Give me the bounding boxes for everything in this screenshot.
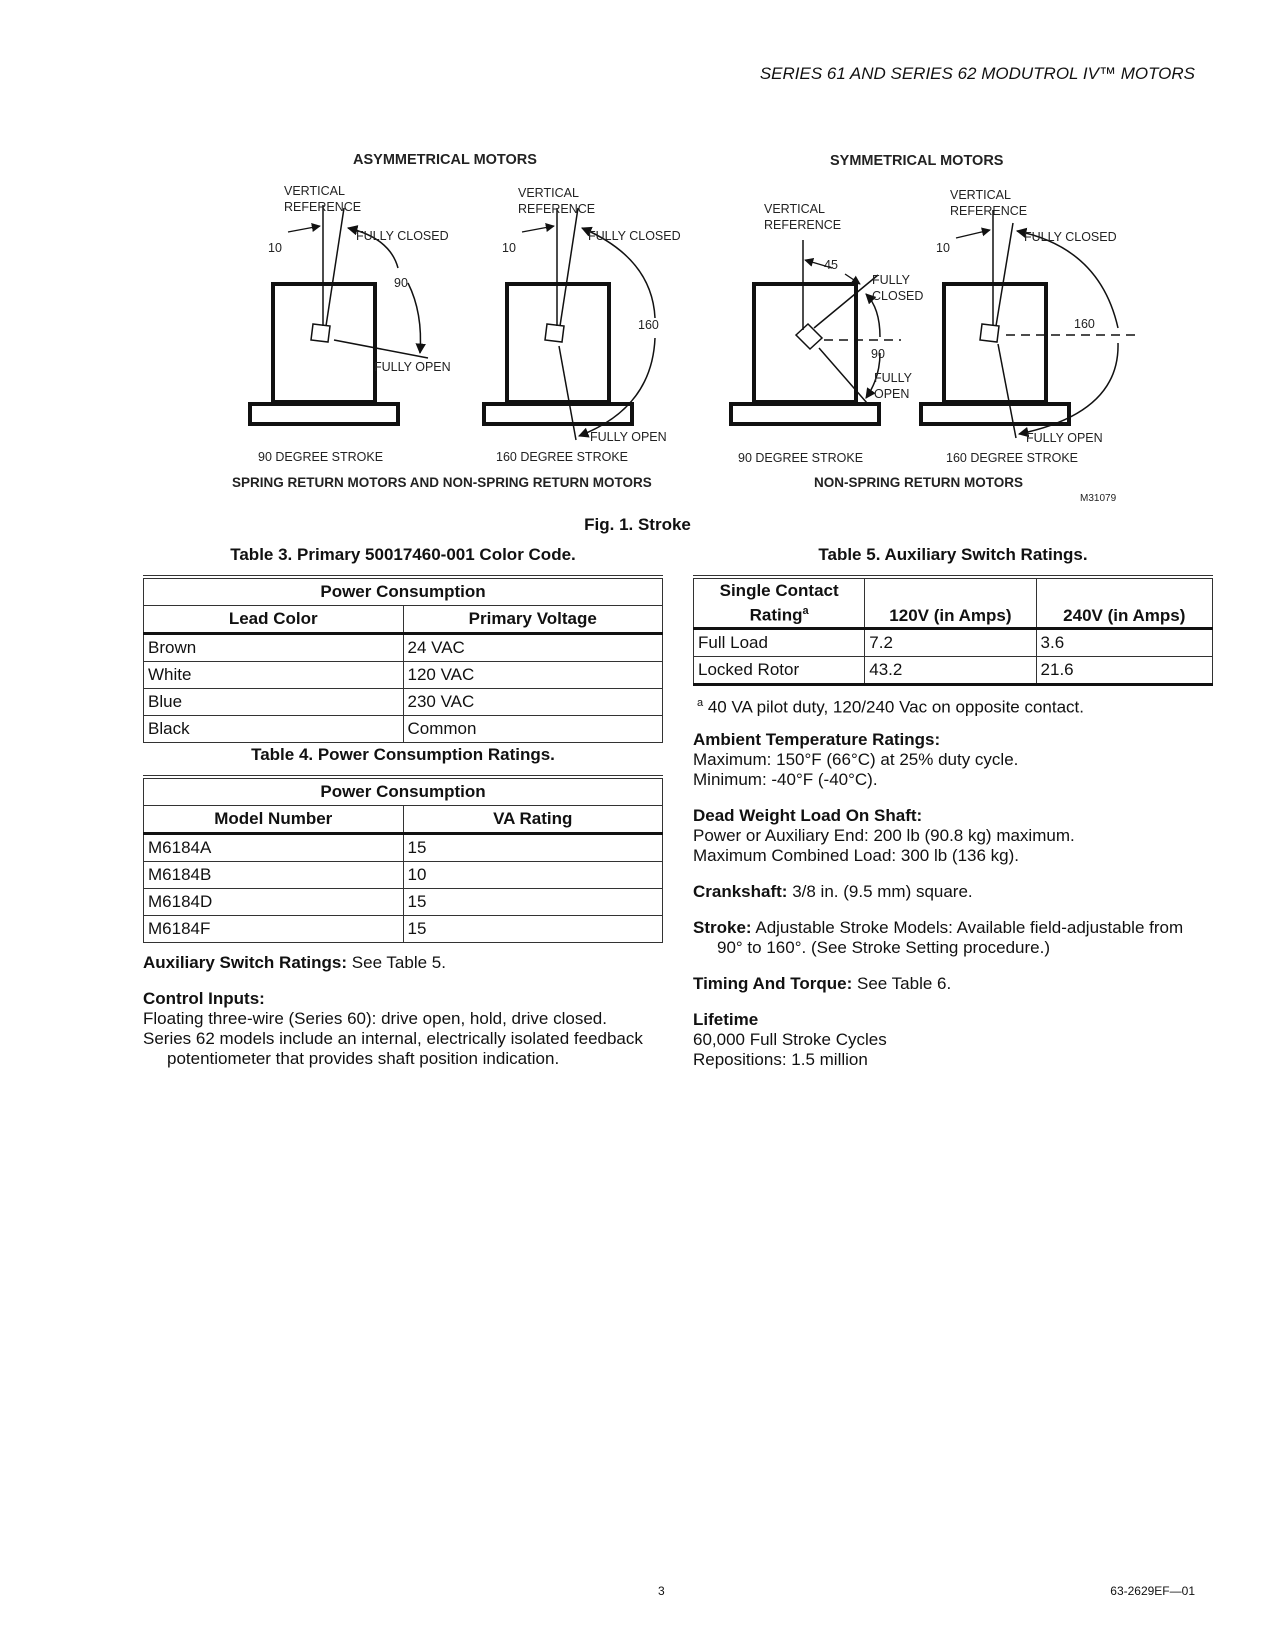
cell: M6184A [144,834,404,862]
table3-caption: Table 3. Primary 50017460-001 Color Code. [230,545,576,564]
label-90-stroke: 90 DEGREE STROKE [258,450,384,464]
left-specs [143,953,663,1069]
label-fully-closed: FULLY CLOSED [356,229,449,243]
cell: 15 [403,889,663,916]
cell: 15 [403,834,663,862]
cell: 10 [403,862,663,889]
spec-value: 3/8 in. (9.5 mm) square. [787,882,973,901]
spec-label: Dead Weight Load On Shaft: [693,806,923,825]
cell: Brown [144,634,404,662]
control-inputs-label [143,989,663,1009]
label-90-stroke: 90 DEGREE STROKE [738,451,864,465]
label-fully-closed: FULLY CLOSED [588,229,681,243]
table3-col-header: Lead Color [144,606,404,634]
cell: 24 VAC [403,634,663,662]
label-fully-open: FULLY OPEN [374,360,451,374]
lifetime-2: Repositions: 1.5 million [693,1050,868,1069]
doc-number: 63-2629EF—01 [1110,1584,1195,1598]
table4-caption: Table 4. Power Consumption Ratings. [251,745,555,764]
footnote-marker: a [697,697,704,709]
right-specs [693,730,1213,1070]
label-closed: CLOSED [872,289,924,303]
asym-caption: SPRING RETURN MOTORS AND NON-SPRING RETURN MOTORS [232,475,652,490]
label-160-stroke: 160 DEGREE STROKE [496,450,628,464]
spec-label: Ambient Temperature Ratings: [693,730,941,749]
ambient-min: Minimum: -40°F (-40°C). [693,770,878,789]
figure-caption: Fig. 1. Stroke [584,515,691,534]
table5-col-header: 240V (in Amps) [1036,577,1212,628]
cell: 43.2 [865,656,1036,684]
spec-label: Stroke: [693,918,752,937]
deadweight-2: Maximum Combined Load: 300 lb (136 kg). [693,846,1019,865]
figure-code: M31079 [1080,493,1117,504]
cell: 120 VAC [403,662,663,689]
cell: 230 VAC [403,689,663,716]
cell: Common [403,716,663,743]
spec-value: See Table 5. [347,953,446,972]
label-open: OPEN [874,387,910,401]
table-row [144,634,663,662]
sym-title: SYMMETRICAL MOTORS [830,153,1004,169]
cell: Full Load [694,628,865,656]
deadweight-1: Power or Auxiliary End: 200 lb (90.8 kg) maximum. [693,826,1075,845]
cell: Locked Rotor [694,656,865,684]
stroke-figure [220,148,1140,508]
table-row [144,916,663,943]
label-fully: FULLY [872,273,910,287]
sym-160-motor [921,210,1137,438]
table4-col-header: VA Rating [403,806,663,834]
table5-col-header: 120V (in Amps) [865,577,1036,628]
header-line: Rating [749,605,803,625]
label-10: 10 [502,241,516,255]
page-number: 3 [658,1584,665,1598]
ambient-max: Maximum: 150°F (66°C) at 25% duty cycle. [693,750,1019,769]
table5-caption: Table 5. Auxiliary Switch Ratings. [818,545,1088,564]
label-vertical: VERTICAL [284,184,345,198]
label-160-stroke: 160 DEGREE STROKE [946,451,1078,465]
crankshaft-spec [693,882,1213,902]
label-fully-open: FULLY OPEN [590,430,667,444]
cell: 15 [403,916,663,943]
label-reference: REFERENCE [950,204,1028,218]
label-90: 90 [871,347,885,361]
aux-switch-spec [143,953,663,973]
stroke-diagram [220,148,1140,508]
label-reference: REFERENCE [284,200,362,214]
label-10: 10 [936,241,950,255]
control-inputs-line2: Series 62 models include an internal, electrically isolated feedback potentiometer that provides shaft position indication. [143,1029,643,1068]
asym-title: ASYMMETRICAL MOTORS [353,152,537,168]
header-line: Single Contact [719,581,839,600]
label-160: 160 [1074,317,1095,331]
control-inputs-line1: Floating three-wire (Series 60): drive open, hold, drive closed. [143,1009,607,1028]
deadweight-label [693,806,1213,826]
spec-label: Lifetime [693,1010,759,1029]
spec-label: Timing And Torque: [693,974,853,993]
label-10: 10 [268,241,282,255]
ambient-label [693,730,1213,750]
cell: Black [144,716,404,743]
table5-col-header [694,577,865,628]
cell: 21.6 [1036,656,1212,684]
cell: Blue [144,689,404,716]
table5 [693,575,1213,686]
table3-group-header: Power Consumption [144,577,663,606]
table4-col-header: Model Number [144,806,404,834]
cell: 7.2 [865,628,1036,656]
table5-footnote [697,693,1217,718]
timing-spec [693,974,1213,994]
label-vertical: VERTICAL [950,188,1011,202]
table4-group-header: Power Consumption [144,777,663,806]
label-160: 160 [638,318,659,332]
label-fully-open: FULLY OPEN [1026,431,1103,445]
lifetime-label [693,1010,1213,1030]
spec-label: Control Inputs: [143,989,265,1008]
cell: White [144,662,404,689]
label-90: 90 [394,276,408,290]
footnote-text: 40 VA pilot duty, 120/240 Vac on opposite contact. [703,697,1084,717]
spec-value: Adjustable Stroke Models: Available field-adjustable from 90° to 160°. (See Stroke Setting procedure.) [717,918,1184,957]
footnote-marker: a [802,605,809,617]
spec-label: Crankshaft: [693,882,788,901]
table-row [144,716,663,743]
table-row [144,834,663,862]
spec-label: Auxiliary Switch Ratings: [143,953,348,972]
sym-caption: NON-SPRING RETURN MOTORS [814,475,1024,490]
table3-col-header: Primary Voltage [403,606,663,634]
label-45: 45 [824,258,838,272]
table-row [144,862,663,889]
cell: M6184D [144,889,404,916]
lifetime-1: 60,000 Full Stroke Cycles [693,1030,887,1049]
running-header: SERIES 61 AND SERIES 62 MODUTROL IV™ MOTORS [759,64,1195,83]
label-fully-closed: FULLY CLOSED [1024,230,1117,244]
cell: M6184B [144,862,404,889]
label-vertical: VERTICAL [764,202,825,216]
label-vertical: VERTICAL [518,186,579,200]
table-row [144,889,663,916]
label-fully: FULLY [874,371,912,385]
label-reference: REFERENCE [764,218,842,232]
table-row [694,628,1213,656]
spec-value: See Table 6. [852,974,952,993]
cell: M6184F [144,916,404,943]
stroke-spec [693,918,1213,958]
table-row [144,662,663,689]
table-row [694,656,1213,684]
table4 [143,775,663,943]
table-row [144,689,663,716]
table3 [143,575,663,743]
label-reference: REFERENCE [518,202,596,216]
cell: 3.6 [1036,628,1212,656]
